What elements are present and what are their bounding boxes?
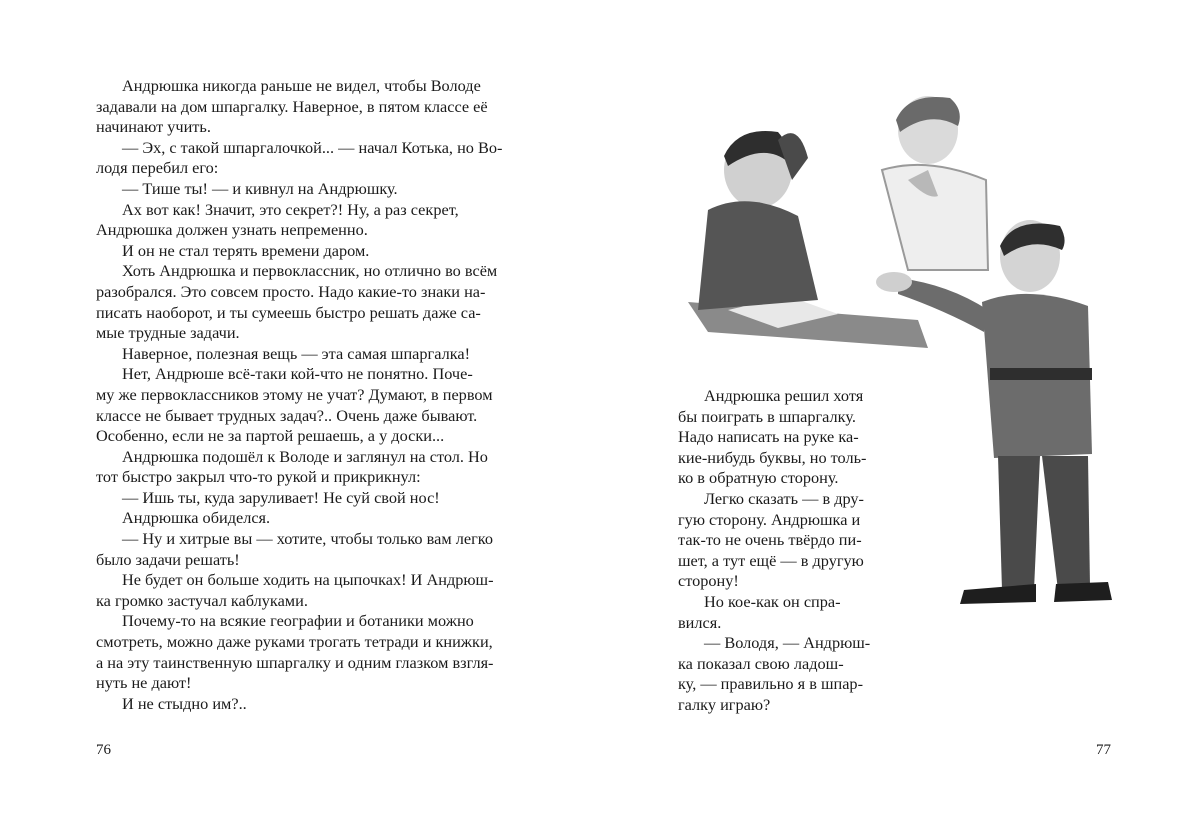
paragraph: Андрюшка обиделся. (122, 508, 271, 528)
right-page (600, 0, 1200, 817)
paragraph: Наверное, полезная вещь — эта самая шпаргалка! (122, 343, 471, 363)
page-number-left: 76 (96, 742, 111, 758)
right-text-column (678, 386, 874, 716)
paragraph: Андрюшка решил хотя бы поиграть в шпаргалку. Надо написать на руке ка- кие-нибудь буквы, но толь- ко в обратную сторону. (678, 386, 867, 488)
paragraph: И он не стал терять времени даром. (122, 240, 370, 260)
paragraph: — Ишь ты, куда заруливает! Не суй свой нос! (122, 487, 440, 507)
paragraph: — Эх, с такой шпаргалочкой... — начал Котька, но Во- лодя перебил его: (96, 137, 503, 178)
paragraph: — Володя, — Андрюш- ка показал свою ладош- ку, — правильно я в шпар- галку играю? (678, 633, 871, 714)
paragraph: Хоть Андрюшка и первоклассник, но отлично во всём разобрался. Это совсем просто. Надо какие-то знаки на- писать наоборот, и ты сумеешь быстро решать даже са- мые трудные задачи. (96, 261, 498, 343)
boy-three-hand (876, 272, 912, 292)
boy-three-shoe-left (960, 584, 1036, 604)
paragraph: — Тише ты! — и кивнул на Андрюшку. (122, 178, 398, 198)
paragraph: Почему-то на всякие географии и ботаники можно смотреть, можно даже руками трогать тетради и книжки, а на эту таинственную шпаргалку и одним глазком взгля- нуть не дают! (96, 611, 494, 693)
paragraph: Ах вот как! Значит, это секрет?! Ну, а раз секрет, Андрюшка должен узнать непременно. (96, 199, 459, 240)
paragraph: Легко сказать — в дру- гую сторону. Андрюшка и так-то не очень твёрдо пи- шет, а тут ещё — в другую сторону! (678, 488, 864, 591)
page-number-right: 77 (1096, 742, 1111, 758)
boy-three-belt (990, 368, 1092, 380)
left-text-column (96, 76, 522, 714)
boy-three-leg-left (998, 456, 1040, 590)
boy-two-body (882, 165, 988, 270)
paragraph: Нет, Андрюше всё-таки кой-что не понятно. Поче- му же первоклассников этому не учат? Думают, в первом классе не бывает трудных задач?.. Очень даже бывают. Особенно, если не за партой решаешь, а у доски... (96, 364, 493, 446)
boy-three-shoe-right (1054, 582, 1112, 602)
paragraph: Андрюшка подошёл к Володе и заглянул на стол. Но тот быстро закрыл что-то рукой и прикрикнул: (96, 446, 488, 487)
boy-three-leg-right (1042, 456, 1090, 590)
paragraph: И не стыдно им?.. (122, 693, 247, 713)
paragraph: Но кое-как он спра- вился. (678, 591, 841, 632)
paragraph: Андрюшка никогда раньше не видел, чтобы Володе задавали на дом шпаргалку. Наверное, в пятом классе её начинают учить. (96, 76, 488, 137)
paragraph: — Ну и хитрые вы — хотите, чтобы только вам легко было задачи решать! (96, 529, 493, 569)
boy-one-body (698, 201, 818, 310)
paragraph: Не будет он больше ходить на цыпочках! И Андрюш- ка громко застучал каблуками. (96, 570, 494, 610)
